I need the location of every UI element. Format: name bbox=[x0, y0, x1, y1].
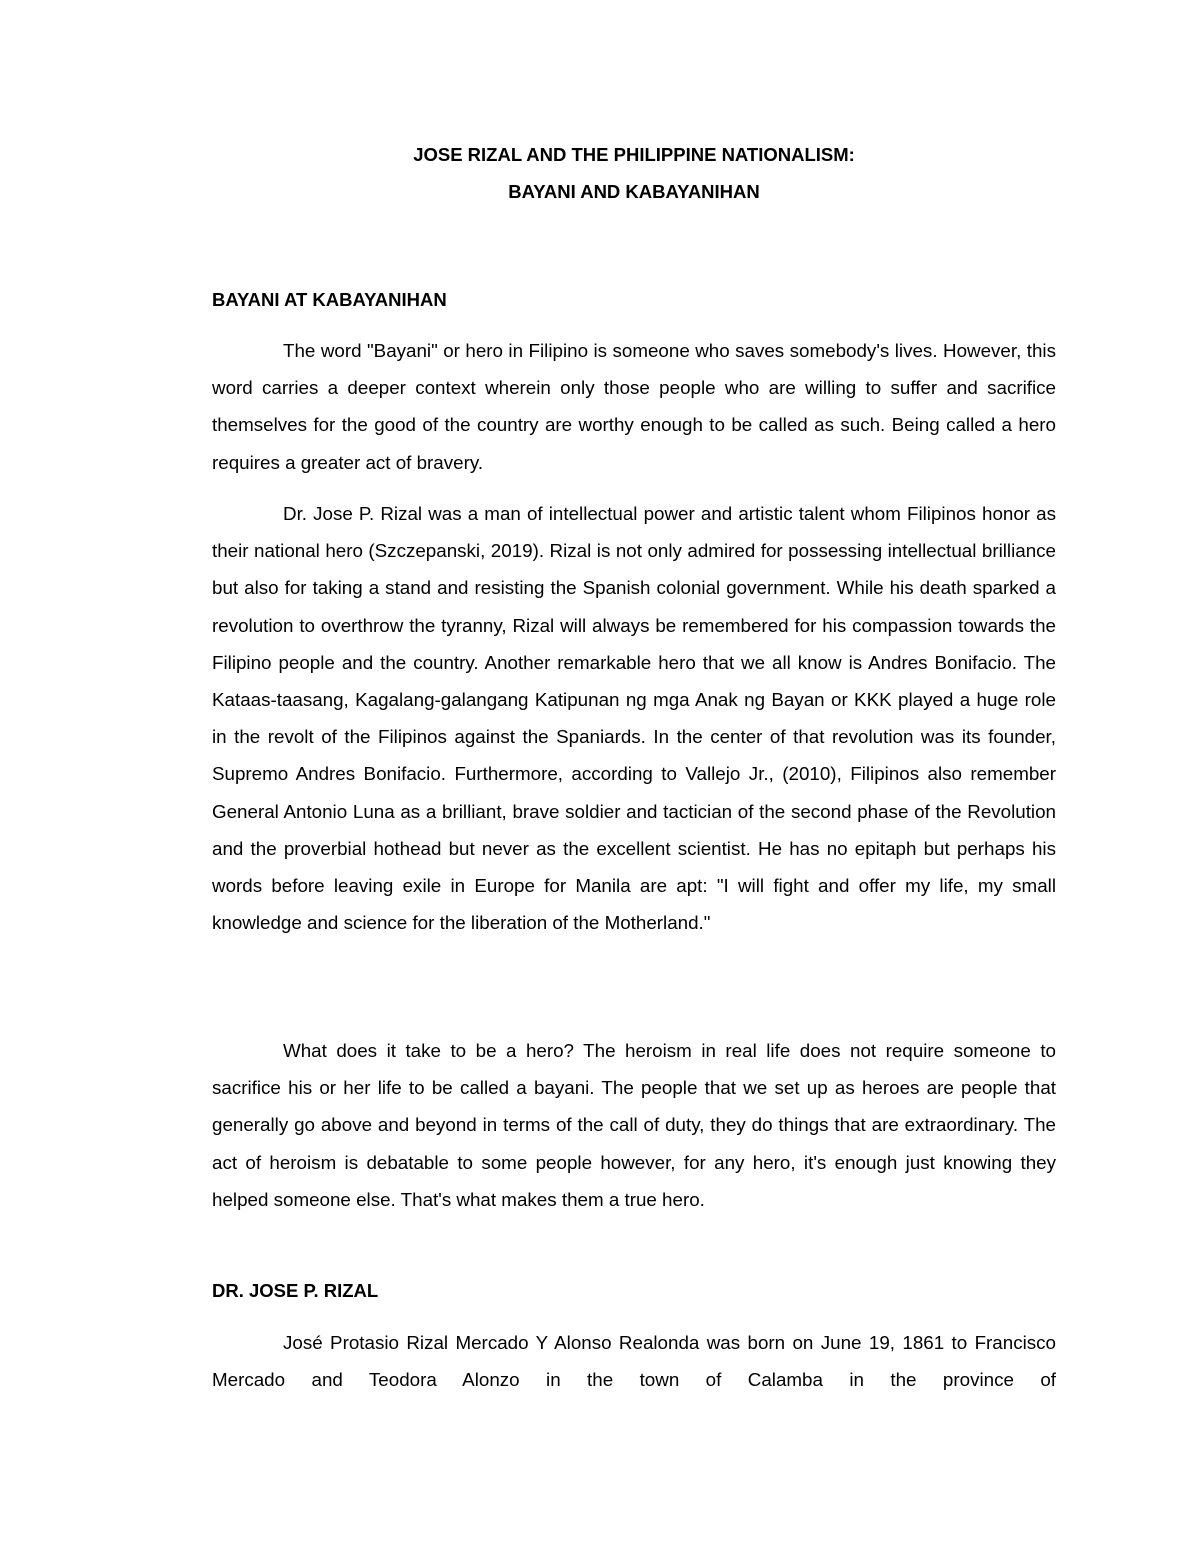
paragraph-heroes-examples: Dr. Jose P. Rizal was a man of intellectual power and artistic talent whom Filipinos honor as their national hero (Szczepanski, 2019). Rizal is not only admired for possessing intellectual brilliance but also for taking a stand and resisting the Spanish colonial government. While his death sparked a revolution to overthrow the tyranny, Rizal will always be remembered for his compassion towards the Filipino people and the country. Another remarkable hero that we all know is Andres Bonifacio. The Kataas-taasang, Kagalang-galangang Katipunan ng mga Anak ng Bayan or KKK played a huge role in the revolt of the Filipinos against the Spaniards. In the center of that revolution was its founder, Supremo Andres Bonifacio. Furthermore, according to Vallejo Jr., (2010), Filipinos also remember General Antonio Luna as a brilliant, brave soldier and tactician of the second phase of the Revolution and the proverbial hothead but never as the excellent scientist. He has no epitaph but perhaps his words before leaving exile in Europe for Manila are apt: "I will fight and offer my life, my small knowledge and science for the liberation of the Motherland." bbox=[212, 503, 1056, 934]
document-title-line-2: BAYANI AND KABAYANIHAN bbox=[508, 181, 760, 202]
section-heading-rizal: DR. JOSE P. RIZAL bbox=[212, 1280, 379, 1301]
paragraph-what-is-hero: What does it take to be a hero? The heroism in real life does not require someone to sacrifice his or her life to be called a bayani. The people that we set up as heroes are people that generally go above and beyond in terms of the call of duty, they do things that are extraordinary. The act of heroism is debatable to some people however, for any hero, it's enough just knowing they helped someone else. That's what makes them a true hero. bbox=[212, 1040, 1056, 1210]
paragraph-bayani-definition: The word "Bayani" or hero in Filipino is someone who saves somebody's lives. However, this word carries a deeper context wherein only those people who are willing to suffer and sacrifice themselves for the good of the country are worthy enough to be called as such. Being called a hero requires a greater act of bravery. bbox=[212, 340, 1056, 473]
section-heading-bayani: BAYANI AT KABAYANIHAN bbox=[212, 289, 447, 310]
paragraph-rizal-birth: José Protasio Rizal Mercado Y Alonso Realonda was born on June 19, 1861 to Francisco Mercado and Teodora Alonzo in the town of Calamba in the province of bbox=[212, 1332, 1056, 1391]
document-page bbox=[212, 0, 1056, 1553]
document-title-line-1: JOSE RIZAL AND THE PHILIPPINE NATIONALISM: bbox=[413, 144, 855, 165]
